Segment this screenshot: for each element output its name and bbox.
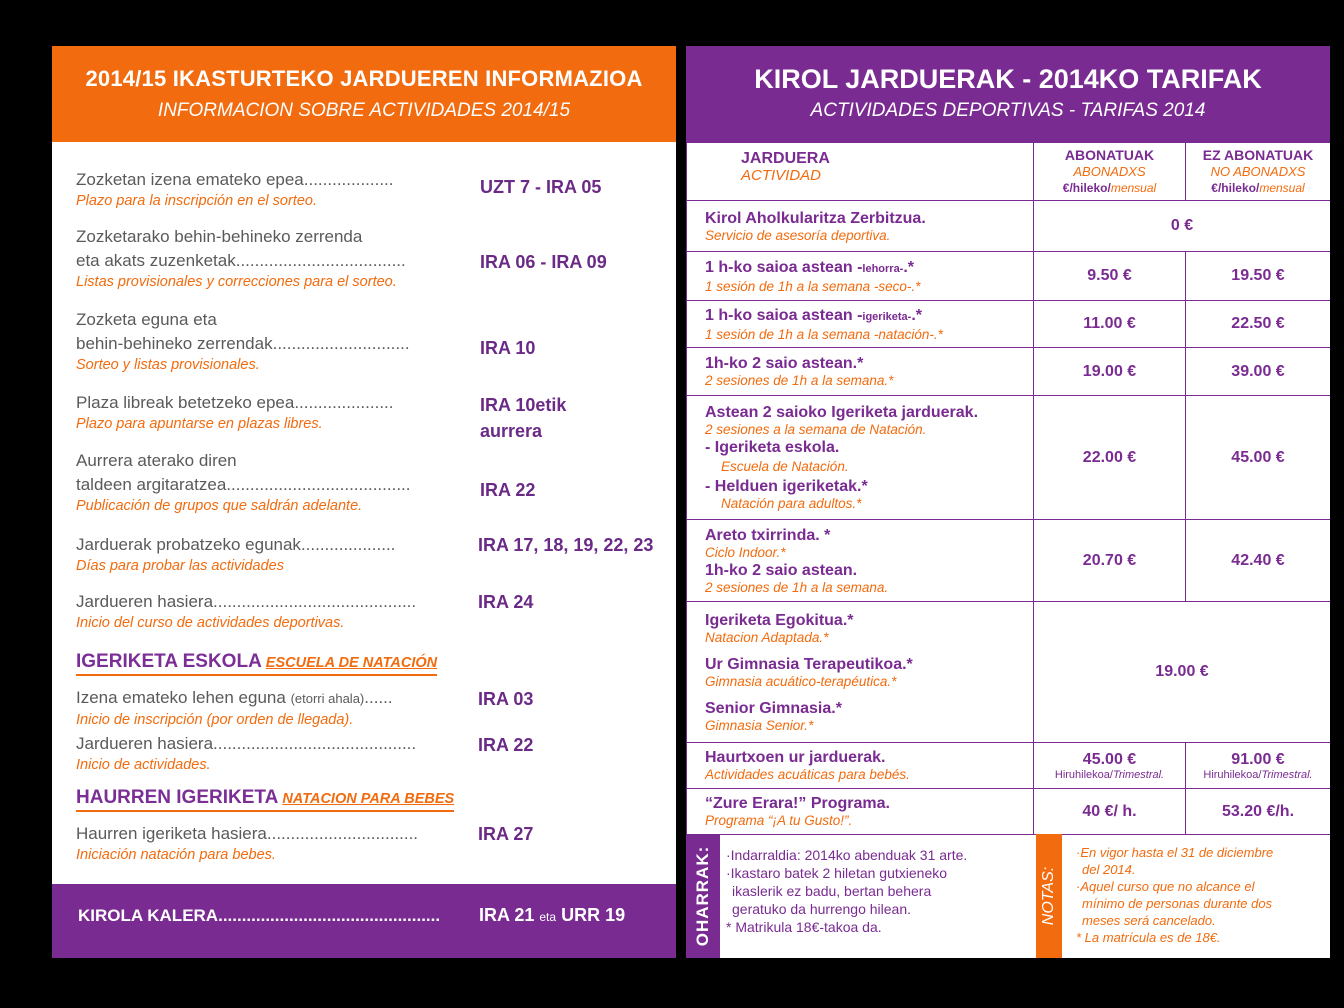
dot-leader: ................... [303,170,394,189]
item-date: IRA 24 [478,592,534,612]
note-line: geratuko da hurrengo hilean. [732,901,912,917]
section-title: IGERIKETA ESKOLA [76,651,262,672]
unit-eu: €/hileko [1211,181,1256,195]
item-note: (etorri ahala) [290,691,365,706]
left-subtitle: INFORMACION SOBRE ACTIVIDADES 2014/15 [157,100,571,121]
activity-sub-es: Escuela de Natación. [721,459,849,474]
activity-eu: Ur Gimnasia Terapeutikoa.* [705,655,913,673]
activity-es: Gimnasia acuático-terapéutica.* [705,673,897,689]
note-line: meses será cancelado. [1082,913,1216,928]
activity-sub-eu: - Helduen igeriketak.* [705,478,868,495]
section-subtitle: NATACION PARA BEBES [282,791,455,807]
price-non-members: 91.00 € [1231,750,1285,768]
header-activity [687,143,1034,201]
item-label-es: Plazo para apuntarse en plazas libres. [76,416,323,432]
col-label-eu: ABONATUAK [1064,147,1155,163]
item-label-eu: behin-behineko zerrendak [76,334,273,353]
activity-eu: Areto txirrinda. * [705,526,831,544]
item-label-es: Inicio del curso de actividades deportivas. [76,615,345,631]
note-line: ·Ikastaro batek 2 hiletan gutxieneko [726,865,948,881]
note-line: ·En vigor hasta el 31 de diciembre [1076,845,1274,860]
notes-eu-label-box [686,834,720,958]
item-date: UZT 7 - IRA 05 [480,177,602,197]
dot-leader: ....................................... [226,475,411,494]
item-label-eu: eta akats zuzenketak [76,251,236,270]
table-row [687,789,1331,835]
col-label-es: NO ABONADXS [1210,164,1306,179]
activity-es: Programa “¡A tu Gusto!”. [705,813,853,828]
table-row [687,252,1331,301]
item-label-es: Iniciación natación para bebes. [76,847,276,863]
table-header-row [687,143,1331,201]
note-line: ·Aquel curso que no alcance el [1076,879,1255,894]
price-non-members: 45.00 € [1186,396,1331,520]
footer-date: IRA 21 [479,905,535,925]
table-row [687,520,1331,602]
dot-leader: ..................... [294,393,394,412]
activity-es: 2 sesiones de 1h a la semana.* [705,373,894,388]
price-non-members: 53.20 €/h. [1186,789,1331,835]
dot-leader: ........................................... [213,592,417,611]
activity-sub-es: Natación para adultos.* [721,496,862,511]
price: 19.00 € [1034,602,1331,743]
unit-sep: / [1107,181,1111,195]
item-date: IRA 10 [480,338,536,358]
col-label-eu: EZ ABONATUAK [1202,147,1314,163]
period-eu: Hiruhilekoa/ [1203,768,1262,781]
item-label-es: Publicación de grupos que saldrán adelante. [76,498,363,514]
dot-leader: .................................... [235,251,406,270]
activity-eu: Astean 2 saioko Igeriketa jarduerak. [705,404,979,421]
period-eu: Hiruhilekoa/ [1054,768,1113,781]
rates-table [686,142,1330,835]
table-row [687,743,1331,789]
item-label-eu: Haurren igeriketa hasiera [76,824,267,843]
item-label-es: Plazo para la inscripción en el sorteo. [76,193,317,209]
left-footer [52,884,676,958]
header-non-members [1186,143,1331,201]
activity-es: Gimnasia Senior.* [705,717,814,733]
price-non-members: 19.50 € [1186,252,1331,301]
item-label-eu: taldeen argitaratzea [76,475,227,494]
item-label-eu: Aurrera aterako diren [76,451,237,470]
swim-school-heading [76,651,437,676]
price-non-members: 39.00 € [1186,348,1331,396]
footer-date: URR 19 [561,905,626,925]
activity-eu-tail: .* [911,306,922,324]
item-label-eu: Jardueren hasiera [76,734,214,753]
price-members: 40 €/ h. [1034,789,1186,835]
section-title: HAURREN IGERIKETA [76,787,279,808]
activity-es: Ciclo Indoor.* [705,544,786,560]
table-row [687,396,1331,520]
left-header [52,46,676,142]
item-date: IRA 06 - IRA 09 [480,252,607,272]
unit-es: mensual [1259,181,1305,195]
item-date: IRA 03 [478,689,534,709]
price-members: 9.50 € [1034,252,1186,301]
activity-es: Natacion Adaptada.* [705,629,829,645]
dot-leader: ................................ [266,824,419,843]
right-header [686,46,1330,142]
item-date: IRA 10etik [480,395,567,415]
table-row [687,301,1331,348]
item-date: IRA 22 [478,735,534,755]
item-label-es: Inicio de actividades. [76,757,211,773]
table-row [687,201,1331,252]
dot-leader: ...... [364,688,393,707]
activity-es: 1 sesión de 1h a la semana -natación-.* [705,326,943,342]
note-line: mínimo de personas durante dos [1082,896,1273,911]
activity-es: 2 sesiones a la semana de Natación. [705,422,927,437]
activity-eu: Igeriketa Egokitua.* [705,611,854,629]
info-item [76,732,676,775]
item-label-eu: Zozketa eguna eta [76,310,217,329]
price-members: 45.00 € [1082,750,1137,768]
footer-conj: eta [539,910,557,924]
notes-es-label: NOTAS: [1040,866,1057,926]
left-title: 2014/15 IKASTURTEKO JARDUEREN INFORMAZIOA [85,66,643,91]
dot-leader: .................... [300,535,396,554]
activity-eu: 1h-ko 2 saio astean. [705,561,858,579]
activity-eu: “Zure Erara!” Programa. [705,795,890,812]
item-label-eu: Zozketan izena emateko epea [76,170,304,189]
dot-leader: ........................................... [213,734,417,753]
table-row [687,602,1331,743]
notes-eu-text [726,846,1026,936]
header-members [1034,143,1186,201]
activity-eu: Senior Gimnasia.* [705,699,842,717]
activity-eu-small: igeriketa- [862,310,912,323]
activity-es: Actividades acuáticas para bebés. [705,767,910,782]
sports-rates-panel [686,46,1330,958]
item-label-es: Listas provisionales y correcciones para el sorteo. [76,274,397,290]
notes-eu-label: OHARRAK: [693,845,712,947]
activity-es: 2 sesiones de 1h a la semana. [705,579,889,595]
dot-leader: ............................. [272,334,410,353]
info-item [76,590,676,633]
price-non-members: 22.50 € [1186,301,1331,348]
note-line: * La matrícula es de 18€. [1076,930,1221,945]
activity-eu-tail: .* [903,258,915,276]
notes-section [686,834,1330,958]
info-item [76,391,676,434]
activity-sub-eu: - Igeriketa eskola. [705,439,840,456]
price-members: 20.70 € [1034,520,1186,602]
item-date: IRA 17, 18, 19, 22, 23 [478,535,654,555]
price-members: 11.00 € [1034,301,1186,348]
price: 0 € [1034,201,1331,252]
activity-eu: Haurtxoen ur jarduerak. [705,749,886,766]
unit-es: mensual [1110,181,1157,195]
right-title: KIROL JARDUERAK - 2014KO TARIFAK [754,64,1262,94]
activity-es: 1 sesión de 1h a la semana -seco-.* [705,278,921,294]
price-members: 19.00 € [1034,348,1186,396]
note-line: ikaslerik ez badu, bertan behera [732,883,932,899]
info-item [76,449,676,516]
item-label-es: Sorteo y listas provisionales. [76,357,260,373]
item-label-eu: Zozketarako behin-behineko zerrenda [76,227,363,246]
right-subtitle: ACTIVIDADES DEPORTIVAS - TARIFAS 2014 [810,100,1206,121]
note-line: ·Indarraldia: 2014ko abenduak 31 arte. [726,847,968,863]
col-label-es: ABONADXS [1073,164,1146,179]
col-label-eu: JARDUERA [741,150,830,167]
activity-eu: 1 h-ko saioa astean - [705,258,863,276]
activity-eu: 1 h-ko saioa astean - [705,306,863,324]
table-row [687,348,1331,396]
item-date: IRA 27 [478,824,534,844]
activity-eu: Kirol Aholkularitza Zerbitzua. [705,209,926,227]
item-date: IRA 22 [480,480,536,500]
item-label-eu: Izena emateko lehen eguna [76,688,286,707]
dot-leader: ............................................... [218,906,441,925]
activity-es: Servicio de asesoría deportiva. [705,227,891,243]
unit-eu: €/hileko [1062,181,1108,195]
price-members: 22.00 € [1034,396,1186,520]
info-item [76,686,676,730]
item-date-cont: aurrera [480,421,543,441]
activity-eu-small: lehorra- [862,262,904,275]
footer-label: KIROLA KALERA [78,906,219,925]
item-label-es: Inicio de inscripción (por orden de llegada). [76,712,354,728]
info-item [76,308,676,375]
item-label-eu: Jardueren hasiera [76,592,214,611]
info-item [76,822,676,865]
item-label-eu: Jarduerak probatzeko egunak [76,535,301,554]
notes-es-text [1076,844,1316,946]
note-line: del 2014. [1082,862,1136,877]
baby-swimming-heading [76,787,454,812]
activities-info-panel [52,46,676,958]
unit-sep: / [1255,181,1260,195]
item-label-es: Días para probar las actividades [76,558,284,574]
activity-eu: 1h-ko 2 saio astean.* [705,355,864,372]
period-es: Trimestral. [1112,768,1165,781]
section-subtitle: ESCUELA DE NATACIÓN [265,655,438,671]
notes-es-label-box [1036,834,1062,958]
col-label-es: ACTIVIDAD [741,167,822,184]
price-non-members: 42.40 € [1186,520,1331,602]
note-line: * Matrikula 18€-takoa da. [726,919,882,935]
period-es: Trimestral. [1261,768,1313,781]
item-label-eu: Plaza libreak betetzeko epea [76,393,295,412]
